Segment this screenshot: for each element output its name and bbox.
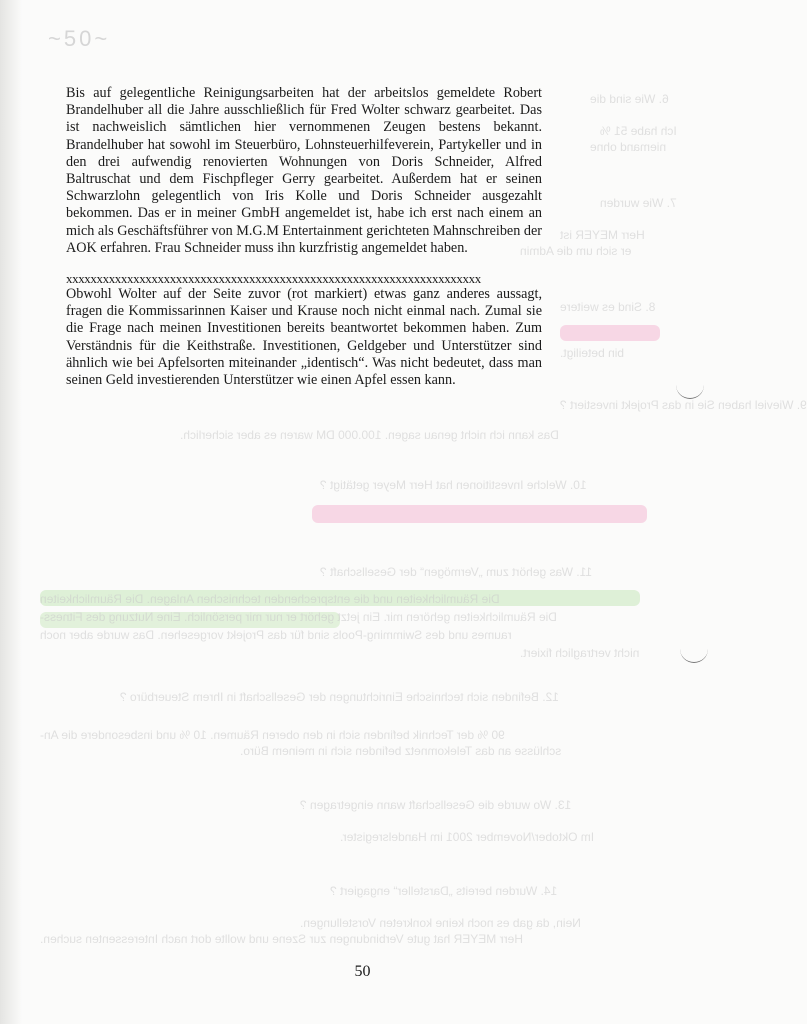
paragraph-1: Bis auf gelegentliche Reinigungsarbeiten hat der arbeitslos gemeldete Robert Brandelhuber all die Jahre ausschließlich für Fred Wolter schwarz gearbeitet. Das ist nachweislich sämtlichen hier vernommenen Zeugen bestens bekannt. Brandelhuber hat sowohl im Steuerbüro, Lohnsteuerhilfeverein, Partykeller und in den drei aufwendig renovierten Wohnungen von Doris Schneider, Alfred Baltruschat und dem Fischpfleger Gerry gearbeitet. Außerdem hat er seinen Schwarzlohn gelegentlich von Iris Kolle und Doris Schneider ausgezahlt bekommen. Das er in meiner GmbH angemeldet ist, habe ich erst nach einem an mich als Geschäftsführer von M.G.M Entertainment gerichteten Mahnschreiben der AOK erfahren. Frau Schneider muss ihn kurzfristig angemeldet haben.: [66, 85, 542, 256]
text-block-2: [66, 286, 542, 389]
scan-edge-shadow: [0, 0, 22, 1024]
punch-hole-mark: [676, 376, 704, 399]
punch-hole-mark: [680, 640, 708, 663]
page-number: 50: [354, 963, 371, 980]
separator-line: xxxxxxxxxxxxxxxxxxxxxxxxxxxxxxxxxxxxxxxxxxxxxxxxxxxxxxxxxxxxxxxxxxxx: [66, 271, 481, 286]
faint-corner-mark: ~50~: [48, 26, 111, 51]
paragraph-2: Obwohl Wolter auf der Seite zuvor (rot markiert) etwas ganz anderes aussagt, fragen die Kommissarinnen Kaiser und Krause noch nicht einmal nach. Zumal sie die Frage nach meinen Investitionen bereits beantwortet bekommen haben. Zum Verständnis für die Keithstraße. Investitionen, Geldgeber und Unterstützer sind ähnlich wie bei Apfelsorten miteinander „identisch“. Was nicht bedeutet, dass man seinen Geld investierenden Unterstützer wie einen Apfel essen kann.: [66, 286, 542, 389]
text-block-1: [66, 85, 542, 257]
